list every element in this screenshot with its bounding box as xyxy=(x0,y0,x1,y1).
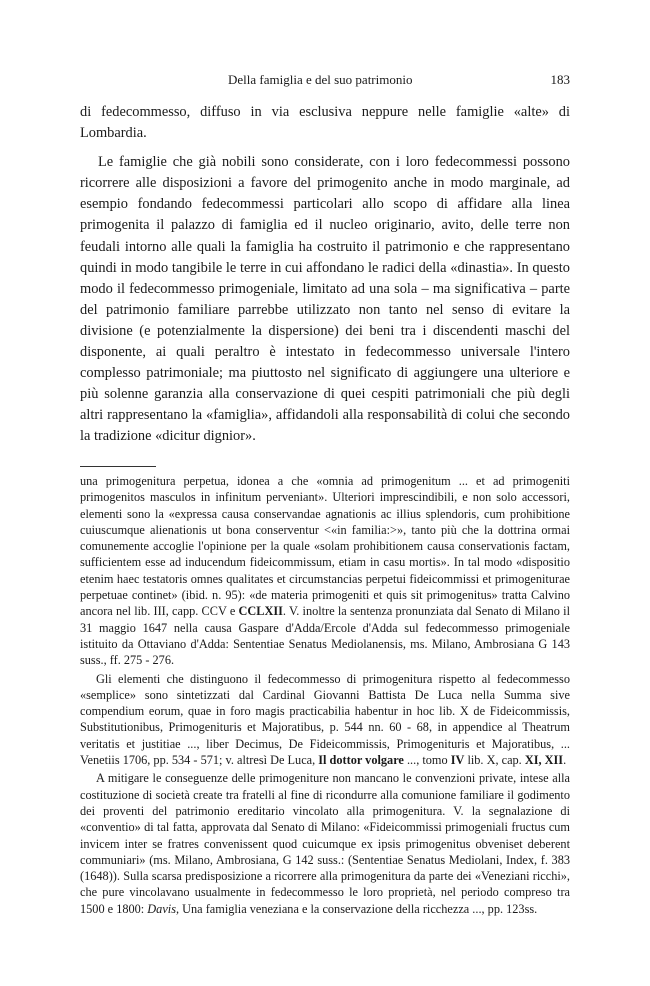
footnote-bold-text: CCLXII xyxy=(238,604,283,619)
footnote-text: Gli elementi che distinguono il fedecommesso di primogenitura rispetto al fedecommesso «semplice» sono sintetizzati dal Cardinal Giovanni Battista De Luca nella Summa sive compendium eorum, quae in foro magis practicabilia habentur in hoc lib. X de Fideicommissis, Substitutionibus, Primogenituris et Majoratibus, p. 544 nn. 60 - 68, in appendice al Theatrum veritatis et justitiae ..., liber Decimus, De Fideicommissis, Primogenituris et Majoratibus, ... Venetiis 1706, pp. 534 - 571; v. altresì De Luca, xyxy=(80,671,570,768)
footnote-bold-text: Il dottor volgare xyxy=(318,753,404,768)
footnote-text: . V. inoltre la sentenza pronunziata dal Senato di Milano il 31 maggio 1647 nella causa Gaspare d'Adda/Ercole d'Adda sul fedecommesso primogeniale istituito da Ottaviano d'Adda: Sententiae Senatus Mediolanensis, ms. Milano, Ambrosiana G 143 suss., ff. 275 - 276. xyxy=(80,604,570,668)
footnote-paragraph xyxy=(80,671,570,769)
footnote-text: una primogenitura perpetua, idonea a che «omnia ad primogenitum ... et ad primogeniti primogenitos masculos in infinitum perveniant». Ulteriori imprescindibili, e non solo accessori, elementi sono la «expressa causa conservandae agnationis ac illius splendoris, cum prohibitione cuiuscumque alienationis ut bona conserventur <«in familia:>», tanto più che la dottrina ormai comunemente accoglie l'opinione per la quale «solam prohibitionem causa conservationis factam, sufficientem esse ad inducendum fideicommissum, etiam in casu mortis». In tal modo «dispositio etenim haec testatoris omnes qualitates et circumstancias perpetui fideicommissi et primogeniturae perpetuae continet» (ibid. n. 95): «de materia primogeniti et quis sit primogenitus» tratta Calvino ancora nel lib. III, capp. CCV e xyxy=(80,474,570,619)
page-header xyxy=(80,72,570,92)
footnote-text: Una famiglia veneziana e la conservazione della ricchezza ..., pp. 123ss. xyxy=(179,901,538,916)
footnote-bold-text: IV xyxy=(450,753,465,768)
footnote-text: . xyxy=(563,753,567,768)
body-paragraph: di fedecommesso, diffuso in via esclusiva neppure nelle famiglie «alte» di Lombardia. xyxy=(80,104,570,142)
main-text xyxy=(80,102,570,448)
footnote-bold-text: XI, XII xyxy=(524,753,564,768)
footnote-italic-text: Davis, xyxy=(147,901,180,916)
footnote-text: A mitigare le conseguenze delle primogeniture non mancano le convenzioni private, intese alla costituzione di società create tra fratelli al fine di ricondurre alla comunione familiare il godimento dei proventi del patrimonio ereditario vincolato alla primogenitura. V. la segnalazione di «conventio» di tal fatta, approvata dal Senato di Milano: «Fideicommissi primogeniali fructus cum invicem inter se fratres convenissent quod cuicumque ex ipsis primogenitus obveniset deberent communiari» (ms. Milano, Ambrosiana, G 142 suss.: (Sententiae Senatus Mediolani, Index, f. 383 (1648)). Sulla scarsa predisposizione a ricorrere alla primogenitura da parte dei «Veneziani ricchi», che pure vincolavano usualmente in fedecommesso le loro proprietà, nel periodo compreso tra 1500 e 1800: xyxy=(80,771,570,916)
footnote-text: lib. X, cap. xyxy=(464,753,525,768)
body-paragraph: Le famiglie che già nobili sono considerate, con i loro fedecommessi possono ricorrere alle disposizioni a favore del primogenito anche in modo marginale, ad esempio fondando fedecommessi particolari allo scopo di affidare alla linea primogenita il palazzo di famiglia ed il nucleo originario, avito, delle terre non feudali intorno alle quali la famiglia ha costruito il patrimonio e che rappresentano quindi in modo tangibile le terre in cui affondano le radici della «dinastia». In questo modo il fedecommesso primogeniale, limitato ad una sola – ma significativa – parte del patrimonio familiare parrebbe utilizzato non tanto nel senso di evitare la divisione (e potenzialmente la dispersione) dei beni tra i discendenti maschi del disponente, ai quali peraltro è intestato in fedecommesso universale l'intero complesso patrimoniale; ma piuttosto nel significato di aggiungere una ulteriore e più solenne garanzia alla conservazione di quei cespiti patrimoniali che più degli altri rappresentano la «famiglia», affidandoli alla responsabilità di colui che secondo la tradizione «dicitur dignior». xyxy=(80,154,570,445)
page-number: 183 xyxy=(550,72,570,87)
footnote-paragraph xyxy=(80,770,570,917)
footnote-text: ..., tomo xyxy=(403,753,451,768)
running-title: Della famiglia e del suo patrimonio xyxy=(228,72,413,87)
footnote-paragraph xyxy=(80,473,570,669)
footnotes xyxy=(80,473,570,917)
footnote-separator xyxy=(80,466,156,467)
